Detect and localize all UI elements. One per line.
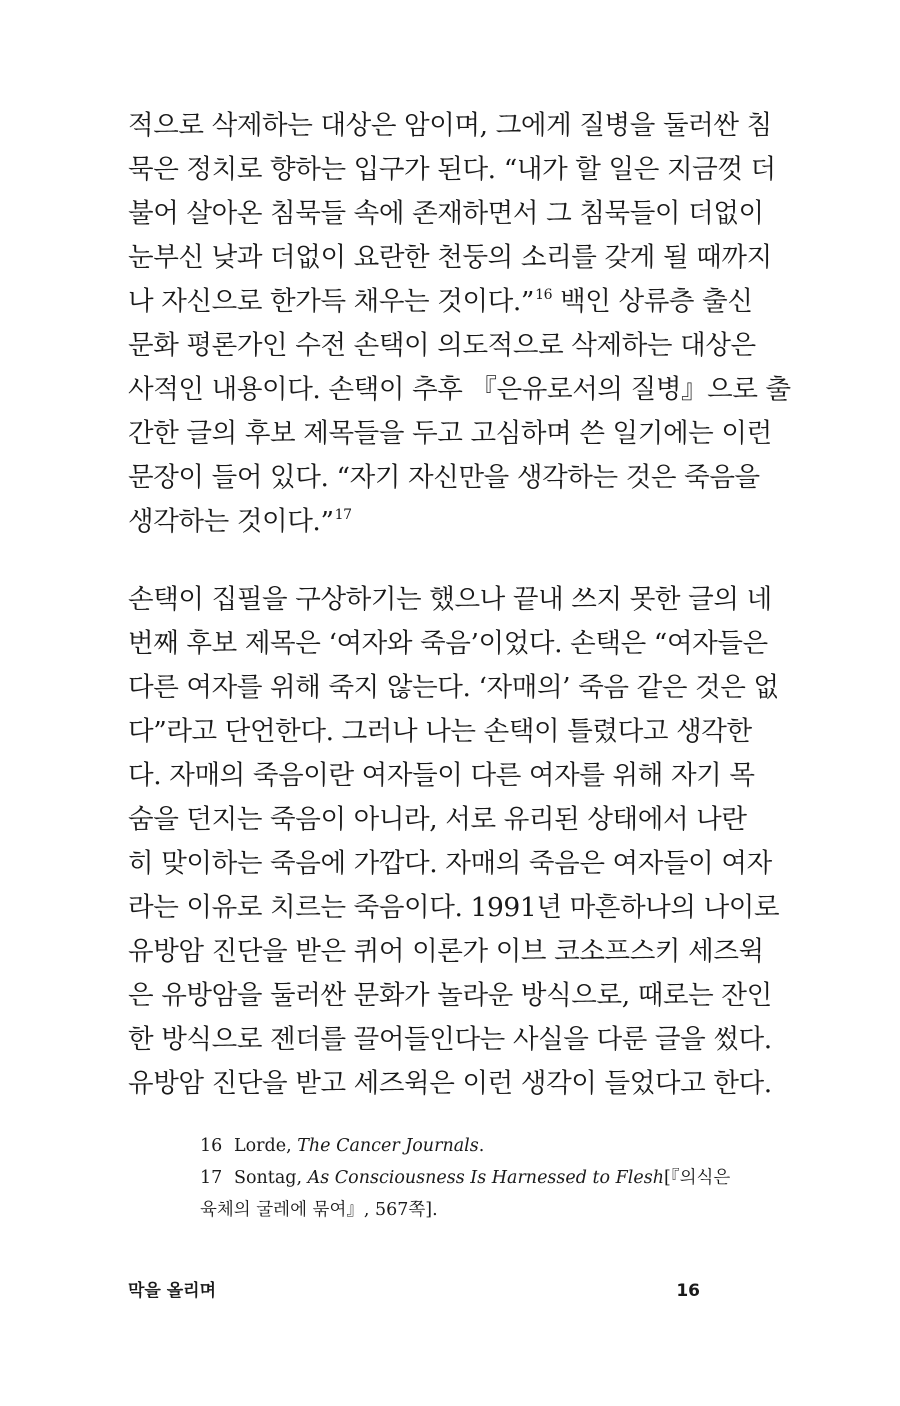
text-line: 묵은 정치로 향하는 입구가 된다. “내가 할 일은 지금껏 더 xyxy=(128,154,776,185)
text-line: 히 맞이하는 죽음에 가깝다. 자매의 죽음은 여자들이 여자 xyxy=(128,848,772,879)
running-title: 막을 올리며 xyxy=(128,1281,217,1301)
text-line: 손택이 집필을 구상하기는 했으나 끝내 쓰지 못한 글의 네 xyxy=(128,584,772,615)
footnote-16 xyxy=(200,1130,700,1162)
footnote-title: As Consciousness Is Harnessed to Flesh xyxy=(307,1168,664,1188)
text-line: 한 방식으로 젠더를 끌어들인다는 사실을 다룬 글을 썼다. xyxy=(128,1024,772,1055)
footnote-17 xyxy=(200,1162,731,1194)
text-line-with-footnote-17 xyxy=(128,500,708,544)
text-line: 사적인 내용이다. 손택이 추후 『은유로서의 질병』으로 출 xyxy=(128,374,791,405)
footnote-title: The Cancer Journals xyxy=(297,1136,479,1156)
footnote-tail: [『의식은 xyxy=(664,1168,731,1188)
text-line-with-footnote-16 xyxy=(128,280,753,324)
text-line: 적으로 삭제하는 대상은 암이며, 그에게 질병을 둘러싼 침 xyxy=(128,110,772,141)
text-line: 유방암 진단을 받은 퀴어 이론가 이브 코소프스키 세즈윅 xyxy=(128,936,764,967)
page-number: 16 xyxy=(676,1281,700,1301)
footnotes xyxy=(200,1130,731,1226)
text-line: 다. 자매의 죽음이란 여자들이 다른 여자를 위해 자기 목 xyxy=(128,760,755,791)
footnote-ref-17[interactable]: 17 xyxy=(334,507,352,523)
text-line: 문장이 들어 있다. “자기 자신만을 생각하는 것은 죽음을 xyxy=(128,462,760,493)
text-line: 간한 글의 후보 제목들을 두고 고심하며 쓴 일기에는 이런 xyxy=(128,418,772,449)
text-line: 숨을 던지는 죽음이 아니라, 서로 유리된 상태에서 나란 xyxy=(128,804,747,835)
text-line: 다”라고 단언한다. 그러나 나는 손택이 틀렸다고 생각한 xyxy=(128,716,752,747)
footnote-number: 17 xyxy=(200,1168,223,1188)
text-line: 불어 살아온 침묵들 속에 존재하면서 그 침묵들이 더없이 xyxy=(128,198,764,229)
footnote-17-continued: 육체의 굴레에 묶여』, 567쪽]. xyxy=(200,1200,438,1220)
text-line: 유방암 진단을 받고 세즈윅은 이런 생각이 들었다고 한다. xyxy=(128,1068,772,1099)
footnote-tail: . xyxy=(478,1136,485,1156)
paragraph-1 xyxy=(128,104,791,544)
text-line: 라는 이유로 치르는 죽음이다. 1991년 마흔하나의 나이로 xyxy=(128,892,780,923)
text-line: 은 유방암을 둘러싼 문화가 놀라운 방식으로, 때로는 잔인 xyxy=(128,980,772,1011)
text-line: 다른 여자를 위해 죽지 않는다. ‘자매의’ 죽음 같은 것은 없 xyxy=(128,672,779,703)
paragraph-2 xyxy=(128,578,780,1106)
text-segment: 나 자신으로 한가득 채우는 것이다.” xyxy=(128,286,535,317)
footnote-ref-16[interactable]: 16 xyxy=(535,287,553,303)
text-line: 번째 후보 제목은 ‘여자와 죽음’이었다. 손택은 “여자들은 xyxy=(128,628,768,659)
page-footer xyxy=(128,1276,700,1306)
text-segment: 백인 상류층 출신 xyxy=(552,286,753,317)
footnote-number: 16 xyxy=(200,1136,223,1156)
footnote-author: Sontag, xyxy=(234,1168,308,1188)
text-segment: 생각하는 것이다.” xyxy=(128,506,334,537)
footnote-author: Lorde, xyxy=(234,1136,298,1156)
text-line: 문화 평론가인 수전 손택이 의도적으로 삭제하는 대상은 xyxy=(128,330,756,361)
text-line: 눈부신 낮과 더없이 요란한 천둥의 소리를 갖게 될 때까지 xyxy=(128,242,772,273)
